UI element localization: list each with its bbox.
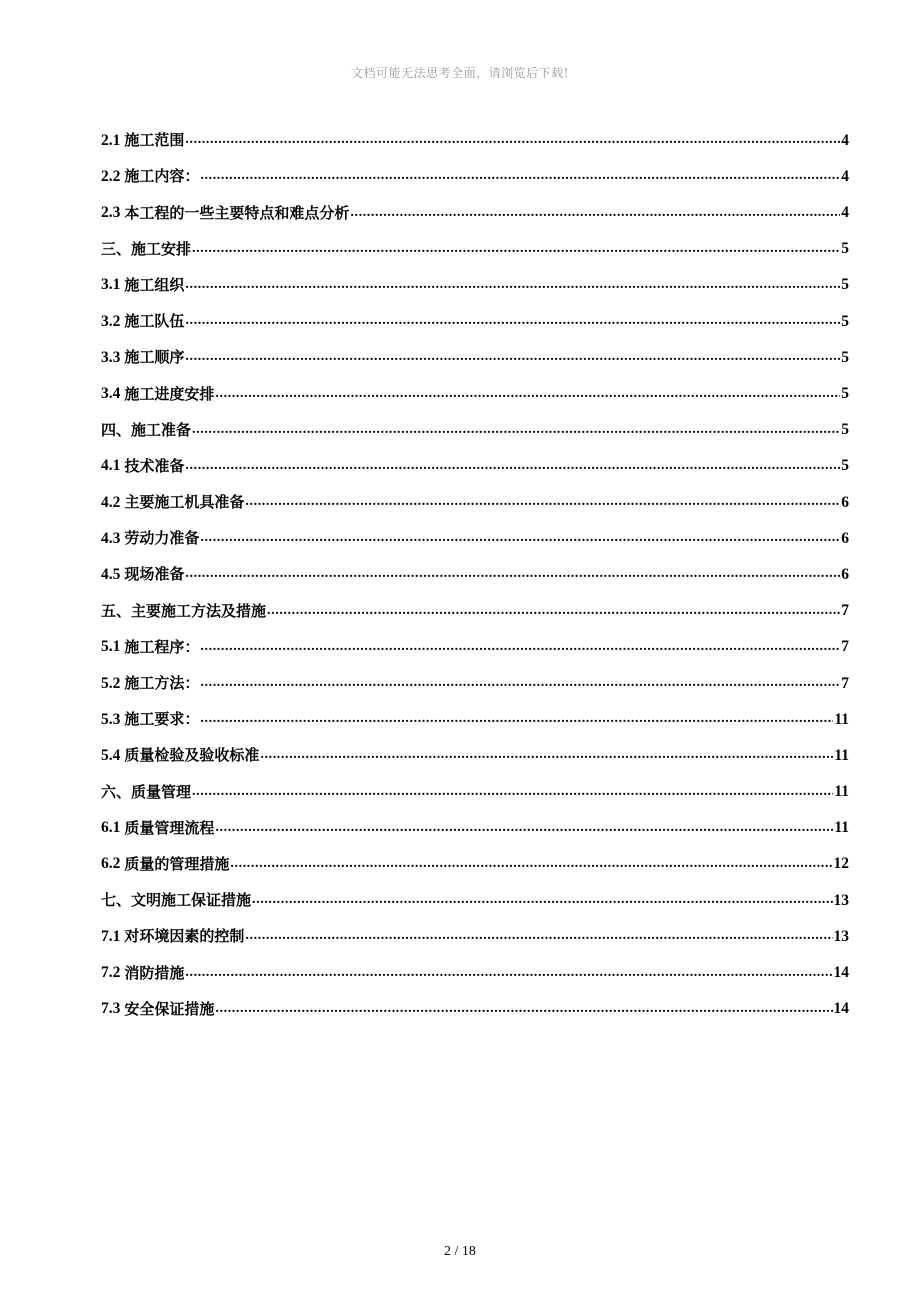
toc-entry-page: 11 [834,819,849,837]
toc-entry-title: 技术准备 [124,456,185,475]
toc-entry[interactable] [101,293,849,329]
toc-chapter-title: 三、施工安排 [101,239,192,258]
toc-entry-title: 主要施工机具准备 [124,493,245,512]
toc-entry-page: 11 [834,746,849,764]
toc-entry-page: 6 [841,493,849,511]
toc-entry-title: 施工内容： [124,167,200,186]
toc-entry[interactable] [101,546,849,582]
toc-entry-title: 施工程序： [124,637,200,656]
toc-entry-title: 本工程的一些主要特点和难点分析 [124,203,350,222]
toc-entry-page: 13 [833,891,849,909]
toc-entry-title: 对环境因素的控制 [124,927,245,946]
page-number: 2 / 18 [444,1244,476,1259]
toc-entry-title: 安全保证措施 [124,999,215,1018]
toc-dot-leader [230,857,832,871]
toc-dot-leader [245,495,840,509]
toc-chapter-entry[interactable] [101,872,849,908]
toc-entry-number: 2.1 [101,131,121,149]
toc-entry-page: 7 [841,638,849,656]
toc-dot-leader [185,567,840,581]
toc-entry[interactable] [101,944,849,980]
toc-entry[interactable] [101,257,849,293]
toc-entry-number: 3.1 [101,276,121,294]
toc-entry-number: 5.2 [101,674,121,692]
toc-entry[interactable] [101,438,849,474]
toc-entry-title: 劳动力准备 [124,529,200,548]
page-header-notice: 文档可能无法思考全面，请浏览后下载! [351,66,569,80]
toc-entry[interactable] [101,474,849,510]
toc-entry-page: 12 [833,855,849,873]
toc-entry-page: 13 [833,927,849,945]
toc-dot-leader [185,350,840,364]
toc-entry[interactable] [101,184,849,220]
toc-dot-leader [200,531,840,545]
toc-entry-title: 质量管理流程 [124,818,215,837]
toc-entry[interactable] [101,510,849,546]
toc-dot-leader [200,640,840,654]
toc-entry-title: 施工要求： [124,710,200,729]
toc-dot-leader [215,1002,832,1016]
toc-dot-leader [200,169,840,183]
toc-entry-number: 3.4 [101,385,121,402]
toc-entry-number: 6.1 [101,819,121,837]
toc-dot-leader [245,929,832,943]
toc-entry-number: 5.1 [101,638,121,656]
table-of-contents [101,112,849,1017]
toc-entry[interactable] [101,619,849,655]
toc-entry-number: 3.2 [101,312,121,330]
toc-dot-leader [215,387,840,401]
toc-dot-leader [260,748,833,762]
toc-entry-title: 施工方法： [124,674,200,692]
toc-entry-page: 6 [841,565,849,583]
toc-dot-leader [192,785,833,799]
toc-dot-leader [350,206,840,220]
toc-entry-page: 5 [841,312,849,330]
toc-entry-page: 11 [834,710,849,728]
toc-entry-page: 5 [841,240,849,258]
toc-dot-leader [185,314,840,328]
toc-entry-number: 4.1 [101,457,121,475]
toc-entry[interactable] [101,800,849,836]
toc-entry-page: 7 [841,674,849,692]
toc-dot-leader [192,242,840,256]
toc-entry[interactable] [101,727,849,763]
toc-chapter-entry[interactable] [101,221,849,257]
toc-entry[interactable] [101,836,849,872]
toc-chapter-title: 四、施工准备 [101,420,192,439]
toc-entry-number: 7.1 [101,927,121,945]
toc-entry[interactable] [101,691,849,727]
toc-entry-title: 施工进度安排 [124,384,215,403]
toc-chapter-entry[interactable] [101,402,849,438]
toc-entry-page: 5 [841,385,849,402]
toc-entry-number: 3.3 [101,348,121,366]
toc-dot-leader [192,423,840,437]
toc-entry-number: 4.3 [101,529,121,547]
toc-entry-page: 5 [841,421,849,439]
toc-chapter-title: 七、文明施工保证措施 [101,891,252,910]
toc-dot-leader [200,676,840,690]
toc-entry-title: 施工队伍 [124,312,185,331]
toc-entry-page: 5 [841,348,849,366]
toc-entry-page: 11 [834,783,849,801]
toc-entry-page: 5 [841,276,849,294]
toc-entry-page: 4 [841,204,849,222]
toc-entry-number: 4.5 [101,565,121,583]
toc-dot-leader [252,893,832,907]
toc-entry-title: 施工范围 [124,131,185,150]
toc-dot-leader [267,604,840,618]
toc-entry-number: 5.3 [101,710,121,728]
toc-entry-page: 5 [841,457,849,475]
toc-entry-page: 14 [833,964,849,981]
toc-entry-number: 4.2 [101,493,121,511]
toc-entry-number: 6.2 [101,855,121,873]
toc-entry-number: 7.2 [101,964,121,981]
toc-entry-page: 14 [833,1000,849,1018]
toc-entry-number: 2.3 [101,204,121,222]
toc-chapter-entry[interactable] [101,582,849,618]
toc-entry[interactable] [101,148,849,184]
toc-entry-page: 4 [841,131,849,149]
toc-entry-page: 4 [841,167,849,185]
toc-entry[interactable] [101,365,849,401]
toc-chapter-title: 六、质量管理 [101,782,192,801]
toc-entry[interactable] [101,908,849,944]
toc-dot-leader [200,712,833,726]
toc-entry-title: 消防措施 [124,963,185,982]
toc-entry-page: 6 [841,529,849,547]
toc-entry[interactable] [101,112,849,148]
toc-entry-page: 7 [841,602,849,620]
toc-chapter-title: 五、主要施工方法及措施 [101,601,267,620]
toc-dot-leader [215,821,833,835]
toc-dot-leader [185,133,840,147]
toc-entry-number: 5.4 [101,746,121,764]
toc-dot-leader [185,459,840,473]
toc-entry-title: 质量检验及验收标准 [124,746,260,765]
toc-entry-number: 2.2 [101,167,121,185]
toc-chapter-entry[interactable] [101,763,849,799]
toc-entry-title: 施工顺序 [124,348,185,367]
toc-dot-leader [185,966,832,980]
toc-entry-number: 7.3 [101,1000,121,1018]
toc-entry[interactable] [101,655,849,691]
toc-entry-title: 施工组织 [124,275,185,294]
toc-entry[interactable] [101,981,849,1017]
toc-entry-title: 现场准备 [124,565,185,584]
toc-entry[interactable] [101,329,849,365]
toc-entry-title: 质量的管理措施 [124,854,230,873]
toc-dot-leader [185,278,840,292]
